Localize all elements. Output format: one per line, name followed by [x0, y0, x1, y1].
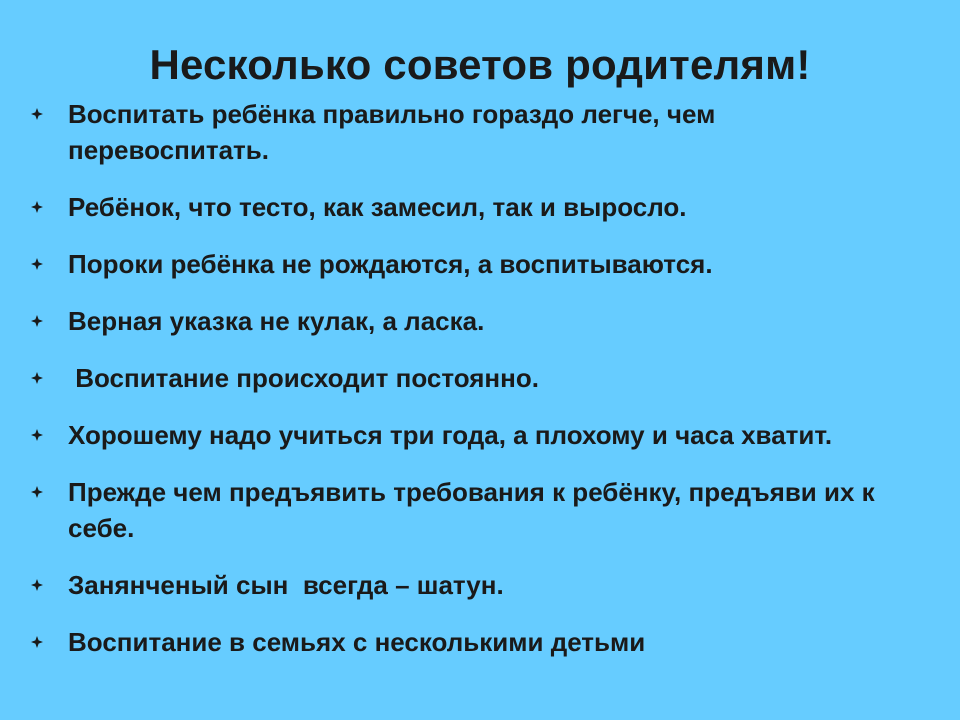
diamond-bullet-icon [31, 201, 43, 213]
tip-text: Воспитать ребёнка правильно гораздо легче, чем перевоспитать. [68, 99, 716, 165]
slide-title: Несколько советов родителям! [149, 41, 811, 88]
list-item [0, 474, 960, 546]
tips-list [0, 96, 960, 681]
tip-text: Пороки ребёнка не рождаются, а воспитываются. [68, 249, 713, 279]
diamond-bullet-icon [31, 372, 43, 384]
tip-text: Прежде чем предъявить требования к ребёнку, предъяви их к себе. [68, 477, 875, 543]
tip-text: Верная указка не кулак, а ласка. [68, 306, 485, 336]
diamond-bullet-icon [31, 108, 43, 120]
list-item [0, 189, 960, 225]
diamond-bullet-icon [31, 258, 43, 270]
tip-text: Воспитание в семьях с несколькими детьми [68, 627, 646, 657]
list-item [0, 624, 960, 660]
list-item [0, 303, 960, 339]
tip-text: Воспитание происходит постоянно. [68, 363, 539, 393]
diamond-bullet-icon [31, 429, 43, 441]
diamond-bullet-icon [31, 579, 43, 591]
tip-text: Ребёнок, что тесто, как замесил, так и выросло. [68, 192, 687, 222]
diamond-bullet-icon [31, 636, 43, 648]
tip-text: Хорошему надо учиться три года, а плохому и часа хватит. [68, 420, 833, 450]
tip-text: Занянченый сын всегда – шатун. [68, 570, 504, 600]
list-item [0, 246, 960, 282]
diamond-bullet-icon [31, 315, 43, 327]
list-item [0, 96, 960, 168]
diamond-bullet-icon [31, 486, 43, 498]
list-item [0, 417, 960, 453]
list-item [0, 360, 960, 396]
list-item [0, 567, 960, 603]
